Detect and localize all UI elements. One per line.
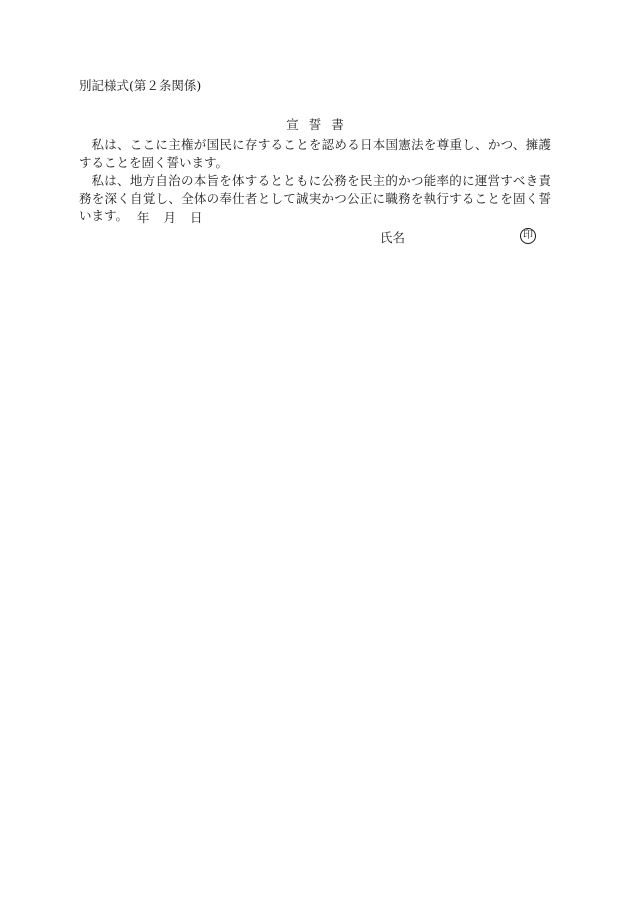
date-year: 年 — [137, 210, 150, 225]
oath-paragraph-2: 私は、地方自治の本旨を体するとともに公務を民主的かつ能率的に運営すべき責務を深く自覚し、全体の奉仕者として誠実かつ公正に職務を執行することを固く誓います。 — [79, 173, 551, 223]
date-month: 月 — [163, 210, 177, 225]
name-label: 氏名 — [380, 230, 406, 245]
seal-mark: 印 — [520, 228, 536, 244]
document-title: 宣誓書 — [286, 117, 354, 132]
oath-paragraph-1: 私は、ここに主権が国民に存することを認める日本国憲法を尊重し、かつ、擁護することを固く誓います。 — [79, 137, 551, 170]
date-line — [137, 210, 213, 226]
date-day: 日 — [190, 210, 203, 225]
form-label: 別記様式(第２条関係) — [79, 78, 202, 93]
